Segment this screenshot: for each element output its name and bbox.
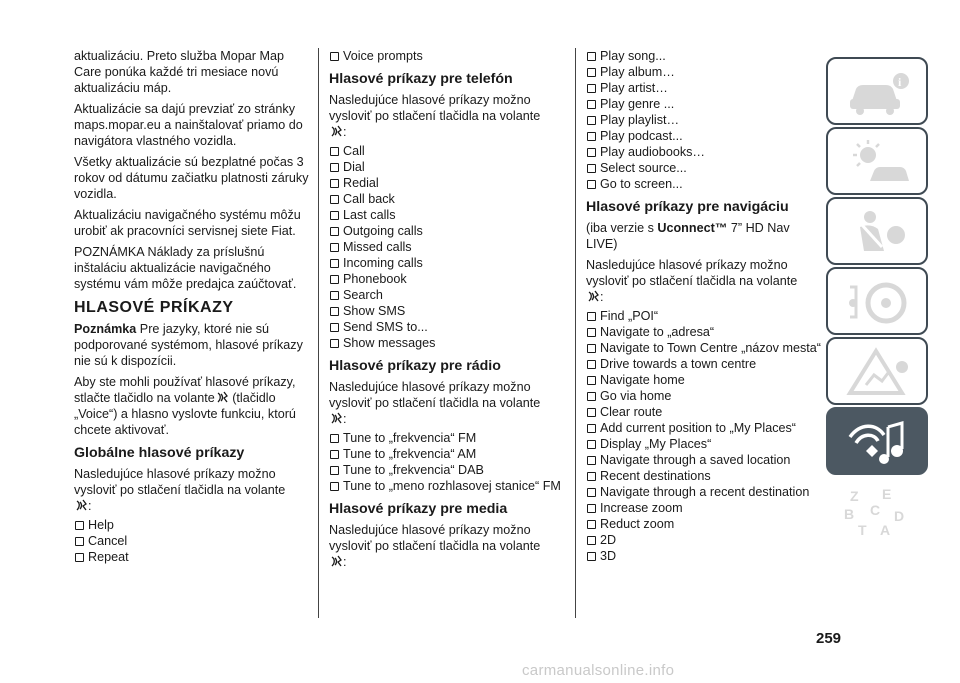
list-item: Navigate to „adresa“ (586, 324, 822, 340)
uconnect-label: Uconnect™ (657, 221, 728, 235)
tab-driving[interactable] (826, 267, 928, 335)
list-item: Go to screen... (586, 176, 822, 192)
chapter-tabs (826, 57, 930, 547)
colon: : (343, 412, 347, 426)
note-label: Poznámka (74, 322, 137, 336)
paragraph: POZNÁMKA Náklady za príslušnú inštaláciu aktualizácie navigačného systému vám môže predajca zaúčtovať. (74, 245, 297, 291)
list-item: Play song... (586, 48, 822, 64)
paragraph (74, 374, 312, 438)
list-item: Call back (329, 191, 561, 207)
list-item: Outgoing calls (329, 223, 561, 239)
list-item: Navigate home (586, 372, 822, 388)
list-item: Play audiobooks… (586, 144, 822, 160)
text: Aby ste mohli používať hlasové príkazy, stlačte tlačidlo na volante (74, 375, 296, 405)
voice-button-icon (329, 125, 343, 138)
list-item: Show SMS (329, 303, 561, 319)
list-item: Find „POI“ (586, 308, 822, 324)
list-item: Redial (329, 175, 561, 191)
safety-icon (846, 207, 912, 259)
list-item: Navigate to Town Centre „názov mesta“ (586, 340, 822, 356)
subsection-heading: Globálne hlasové príkazy (74, 445, 245, 461)
list-item: Add current position to „My Places“ (586, 420, 822, 436)
text: 7” HD Nav LIVE) (586, 221, 790, 251)
phone-command-list (329, 143, 561, 351)
media-command-list (586, 48, 822, 192)
list-item: Increase zoom (586, 500, 822, 516)
list-item: Missed calls (329, 239, 561, 255)
voice-button-icon (329, 412, 343, 425)
list-item: Call (329, 143, 561, 159)
voice-button-line (586, 289, 822, 305)
intro-paragraph: Nasledujúce hlasové príkazy možno vysloviť po stlačení tlačidla na volante (74, 467, 286, 497)
list-item: Drive towards a town centre (586, 356, 822, 372)
list-item: Show messages (329, 335, 561, 351)
voice-button-icon (215, 391, 229, 404)
intro-paragraph: Nasledujúce hlasové príkazy možno vysloviť po stlačení tlačidla na volante (329, 380, 541, 410)
voice-button-icon (586, 290, 600, 303)
list-item: Cancel (74, 533, 312, 549)
section-heading: HLASOVÉ PRÍKAZY (74, 299, 234, 316)
list-item: Play album… (586, 64, 822, 80)
svg-text:T: T (858, 522, 867, 537)
tab-warning[interactable] (826, 337, 928, 405)
note-paragraph (74, 321, 312, 369)
column-1 (74, 48, 312, 571)
text: (tlačidlo „Voice“) a hlasno vyslovte funkciu, ktorú chcete aktivovať. (74, 391, 296, 437)
voice-button-line (329, 411, 561, 427)
watermark: carmanualsonline.info (522, 662, 675, 679)
driving-icon (846, 277, 912, 329)
paragraph: Všetky aktualizácie sú bezplatné počas 3 rokov od dátumu začiatku platnosti záruky vozidla. (74, 155, 309, 201)
list-item: Display „My Places“ (586, 436, 822, 452)
voice-button-line (329, 124, 561, 140)
svg-text:A: A (880, 522, 891, 537)
multimedia-icon (846, 417, 912, 469)
list-item: Play artist… (586, 80, 822, 96)
list-item: 3D (586, 548, 822, 564)
paragraph: Aktualizáciu navigačného systému môžu urobiť ak pracovníci servisnej siete Fiat. (74, 208, 301, 238)
list-item: Dial (329, 159, 561, 175)
subsection-heading: Hlasové príkazy pre navigáciu (586, 199, 789, 215)
list-item: Tune to „frekvencia“ AM (329, 446, 561, 462)
svg-text:B: B (844, 506, 855, 522)
subsection-heading: Hlasové príkazy pre rádio (329, 358, 501, 374)
tab-lights[interactable] (826, 127, 928, 195)
list-item: Incoming calls (329, 255, 561, 271)
list-item: Play podcast... (586, 128, 822, 144)
tab-index[interactable] (826, 477, 928, 545)
subsection-heading: Hlasové príkazy pre media (329, 501, 508, 517)
subsection-heading: Hlasové príkazy pre telefón (329, 71, 513, 87)
list-item: Repeat (74, 549, 312, 565)
lights-icon (846, 137, 912, 189)
list-item: Last calls (329, 207, 561, 223)
list-item: Phonebook (329, 271, 561, 287)
list-item: Navigate through a saved location (586, 452, 822, 468)
tab-multimedia[interactable] (826, 407, 928, 475)
column-3 (586, 48, 822, 570)
list-item: Tune to „frekvencia“ DAB (329, 462, 561, 478)
voice-button-icon (74, 499, 88, 512)
colon: : (343, 125, 347, 139)
colon: : (88, 499, 92, 513)
svg-text:Z: Z (850, 488, 859, 504)
list-item: Tune to „frekvencia“ FM (329, 430, 561, 446)
warning-icon (846, 347, 912, 399)
list-item: Reduct zoom (586, 516, 822, 532)
list-item: Tune to „meno rozhlasovej stanice“ FM (329, 478, 561, 494)
voice-button-line (329, 554, 561, 570)
text: (iba verzie s (586, 221, 658, 235)
tab-safety[interactable] (826, 197, 928, 265)
colon: : (600, 290, 604, 304)
column-divider (318, 48, 319, 618)
media-command-list-start (329, 48, 561, 64)
note-text: Pre jazyky, ktoré nie sú podporované systémom, hlasové príkazy nie sú k dispozícii. (74, 322, 303, 368)
global-command-list (74, 517, 312, 565)
navigation-command-list (586, 308, 822, 564)
svg-text:E: E (882, 486, 892, 502)
list-item: Navigate through a recent destination (586, 484, 822, 500)
voice-button-icon (329, 555, 343, 568)
intro-paragraph: Nasledujúce hlasové príkazy možno vysloviť po stlačení tlačidla na volante (329, 523, 541, 553)
intro-paragraph: Nasledujúce hlasové príkazy možno vysloviť po stlačení tlačidla na volante (586, 258, 798, 288)
list-item: Send SMS to... (329, 319, 561, 335)
list-item: Clear route (586, 404, 822, 420)
index-icon (844, 485, 910, 537)
svg-text:D: D (894, 508, 905, 524)
list-item: Help (74, 517, 312, 533)
svg-text:i: i (898, 75, 902, 89)
voice-button-line (74, 498, 312, 514)
paragraph: aktualizáciu. Preto služba Mopar Map Care ponúka každé tri mesiace novú aktualizáciu máp. (74, 49, 284, 95)
column-2 (329, 48, 561, 573)
version-note (586, 220, 822, 252)
list-item: Recent destinations (586, 468, 822, 484)
list-item: Play playlist… (586, 112, 822, 128)
list-item: Play genre ... (586, 96, 822, 112)
intro-paragraph: Nasledujúce hlasové príkazy možno vysloviť po stlačení tlačidla na volante (329, 93, 541, 123)
radio-command-list (329, 430, 561, 494)
list-item: Go via home (586, 388, 822, 404)
column-divider (575, 48, 576, 618)
tab-car-info[interactable] (826, 57, 928, 125)
paragraph: Aktualizácie sa dajú prevziať zo stránky maps.mopar.eu a nainštalovať priamo do navigátora vlastného vozidla. (74, 102, 303, 148)
list-item: 2D (586, 532, 822, 548)
list-item: Search (329, 287, 561, 303)
page-number: 259 (816, 630, 842, 647)
list-item: Voice prompts (329, 48, 561, 64)
car-info-icon (846, 67, 912, 119)
colon: : (343, 555, 347, 569)
svg-text:C: C (870, 502, 881, 518)
list-item: Select source... (586, 160, 822, 176)
